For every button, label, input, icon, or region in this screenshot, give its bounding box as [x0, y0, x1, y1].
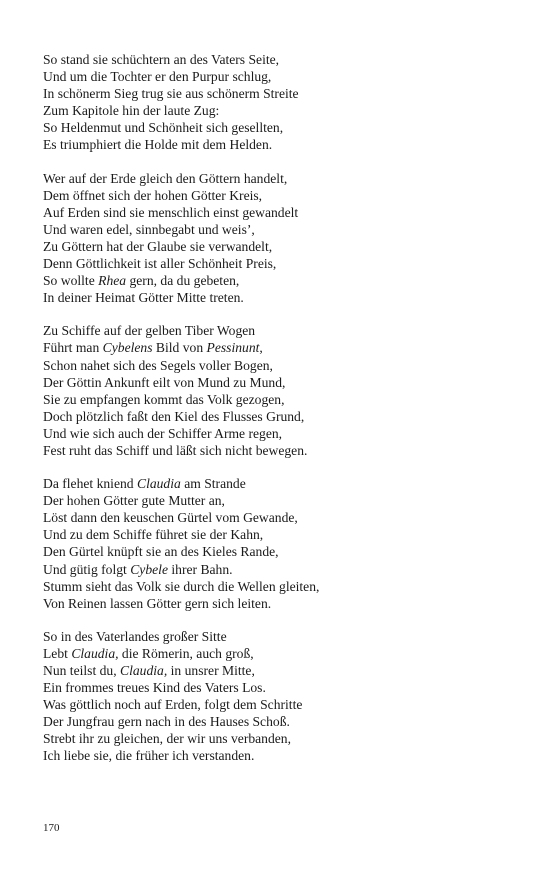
verse-line [43, 289, 523, 306]
verse-text: Und um die Tochter er den Purpur schlug, [43, 69, 272, 85]
verse-text: Zu Schiffe auf der gelben Tiber Wogen [43, 323, 256, 339]
verse-line [43, 170, 523, 187]
verse-line [43, 408, 523, 425]
verse-line [43, 747, 523, 764]
verse-line [43, 425, 523, 442]
verse-text: Führt man [43, 340, 103, 356]
stanza [43, 628, 523, 765]
verse-text: Der hohen Götter gute Mutter an, [43, 493, 225, 509]
verse-text: Es triumphiert die Holde mit dem Helden. [43, 137, 273, 153]
stanza [43, 475, 523, 612]
verse-italic-text: Claudia, [71, 645, 119, 661]
verse-text: Sie zu empfangen kommt das Volk gezogen, [43, 391, 285, 407]
verse-line [43, 475, 523, 492]
verse-text: , [259, 340, 263, 356]
verse-text: Was göttlich noch auf Erden, folgt dem Schritte [43, 697, 303, 713]
verse-text: Denn Göttlichkeit ist aller Schönheit Preis, [43, 256, 277, 272]
verse-text: Zum Kapitole hin der laute Zug: [43, 103, 220, 119]
verse-italic-text: Pessinunt [206, 340, 260, 356]
verse-text: Den Gürtel knüpft sie an des Kieles Rande, [43, 544, 279, 560]
poem-body [43, 51, 523, 781]
verse-line [43, 272, 523, 289]
verse-line [43, 204, 523, 221]
verse-line [43, 85, 523, 102]
verse-line [43, 679, 523, 696]
verse-text: Lebt [43, 645, 72, 661]
verse-text: Und wie sich auch der Schiffer Arme regen, [43, 425, 283, 441]
page-number: 170 [43, 822, 60, 834]
verse-line [43, 187, 523, 204]
verse-line [43, 357, 523, 374]
verse-italic-text: Cybele [130, 561, 168, 577]
verse-italic-text: Claudia [137, 476, 181, 492]
verse-line [43, 374, 523, 391]
verse-text: gern, da du gebeten, [126, 273, 240, 289]
verse-text: am Strande [180, 476, 246, 492]
verse-line [43, 696, 523, 713]
verse-text: Fest ruht das Schiff und läßt sich nicht bewegen. [43, 442, 308, 458]
verse-line [43, 339, 523, 356]
verse-line [43, 255, 523, 272]
verse-line [43, 662, 523, 679]
verse-text: Da flehet kniend [43, 476, 137, 492]
verse-text: So stand sie schüchtern an des Vaters Seite, [43, 52, 280, 67]
verse-text: Bild von [152, 340, 207, 356]
verse-line [43, 645, 523, 662]
verse-text: In deiner Heimat Götter Mitte treten. [43, 290, 244, 306]
verse-text: Und gütig folgt [43, 561, 131, 577]
verse-text: So wollte [43, 273, 99, 289]
verse-line [43, 238, 523, 255]
verse-line [43, 713, 523, 730]
verse-text: Löst dann den keuschen Gürtel vom Gewande, [43, 510, 298, 526]
verse-text: So in des Vaterlandes großer Sitte [43, 628, 227, 644]
verse-text: Von Reinen lassen Götter gern sich leiten. [43, 595, 272, 611]
verse-text: Strebt ihr zu gleichen, der wir uns verbanden, [43, 731, 292, 747]
verse-text: Ein frommes treues Kind des Vaters Los. [43, 680, 266, 696]
stanza [43, 51, 523, 154]
verse-text: Schon nahet sich des Segels voller Bogen, [43, 357, 273, 373]
verse-text: Dem öffnet sich der hohen Götter Kreis, [43, 187, 263, 203]
verse-italic-text: Cybelens [102, 340, 153, 356]
verse-text: ihrer Bahn. [167, 561, 233, 577]
verse-text: Und waren edel, sinnbegabt und weis’, [43, 221, 255, 237]
verse-text: Und zu dem Schiffe führet sie der Kahn, [43, 527, 264, 543]
verse-line [43, 509, 523, 526]
verse-text: Auf Erden sind sie menschlich einst gewandelt [43, 204, 299, 220]
verse-line [43, 595, 523, 612]
verse-text: Der Göttin Ankunft eilt von Mund zu Mund, [43, 374, 286, 390]
verse-line [43, 68, 523, 85]
verse-line [43, 442, 523, 459]
verse-line [43, 221, 523, 238]
verse-line [43, 322, 523, 339]
verse-line [43, 391, 523, 408]
verse-line [43, 526, 523, 543]
verse-line [43, 492, 523, 509]
verse-line [43, 136, 523, 153]
verse-text: Nun teilst du, [43, 663, 121, 678]
stanza [43, 170, 523, 307]
verse-line [43, 561, 523, 578]
verse-line [43, 51, 523, 68]
verse-text: die Römerin, auch groß, [118, 645, 254, 661]
stanza [43, 322, 523, 459]
verse-line [43, 730, 523, 747]
verse-line [43, 543, 523, 560]
verse-text: in unsrer Mitte, [167, 663, 255, 678]
verse-text: Stumm sieht das Volk sie durch die Wellen gleiten, [43, 578, 320, 594]
verse-line [43, 102, 523, 119]
verse-line [43, 628, 523, 645]
verse-text: Zu Göttern hat der Glaube sie verwandelt, [43, 238, 273, 254]
verse-text: In schönerm Sieg trug sie aus schönerm Streite [43, 86, 299, 102]
verse-italic-text: Claudia, [120, 663, 168, 678]
verse-text: So Heldenmut und Schönheit sich gesellten, [43, 120, 284, 136]
verse-text: Ich liebe sie, die früher ich verstanden. [43, 748, 255, 764]
verse-text: Wer auf der Erde gleich den Göttern handelt, [43, 170, 288, 186]
verse-line [43, 578, 523, 595]
verse-italic-text: Rhea [98, 273, 127, 289]
verse-text: Der Jungfrau gern nach in des Hauses Schoß. [43, 714, 290, 730]
verse-text: Doch plötzlich faßt den Kiel des Flusses Grund, [43, 408, 305, 424]
verse-line [43, 119, 523, 136]
